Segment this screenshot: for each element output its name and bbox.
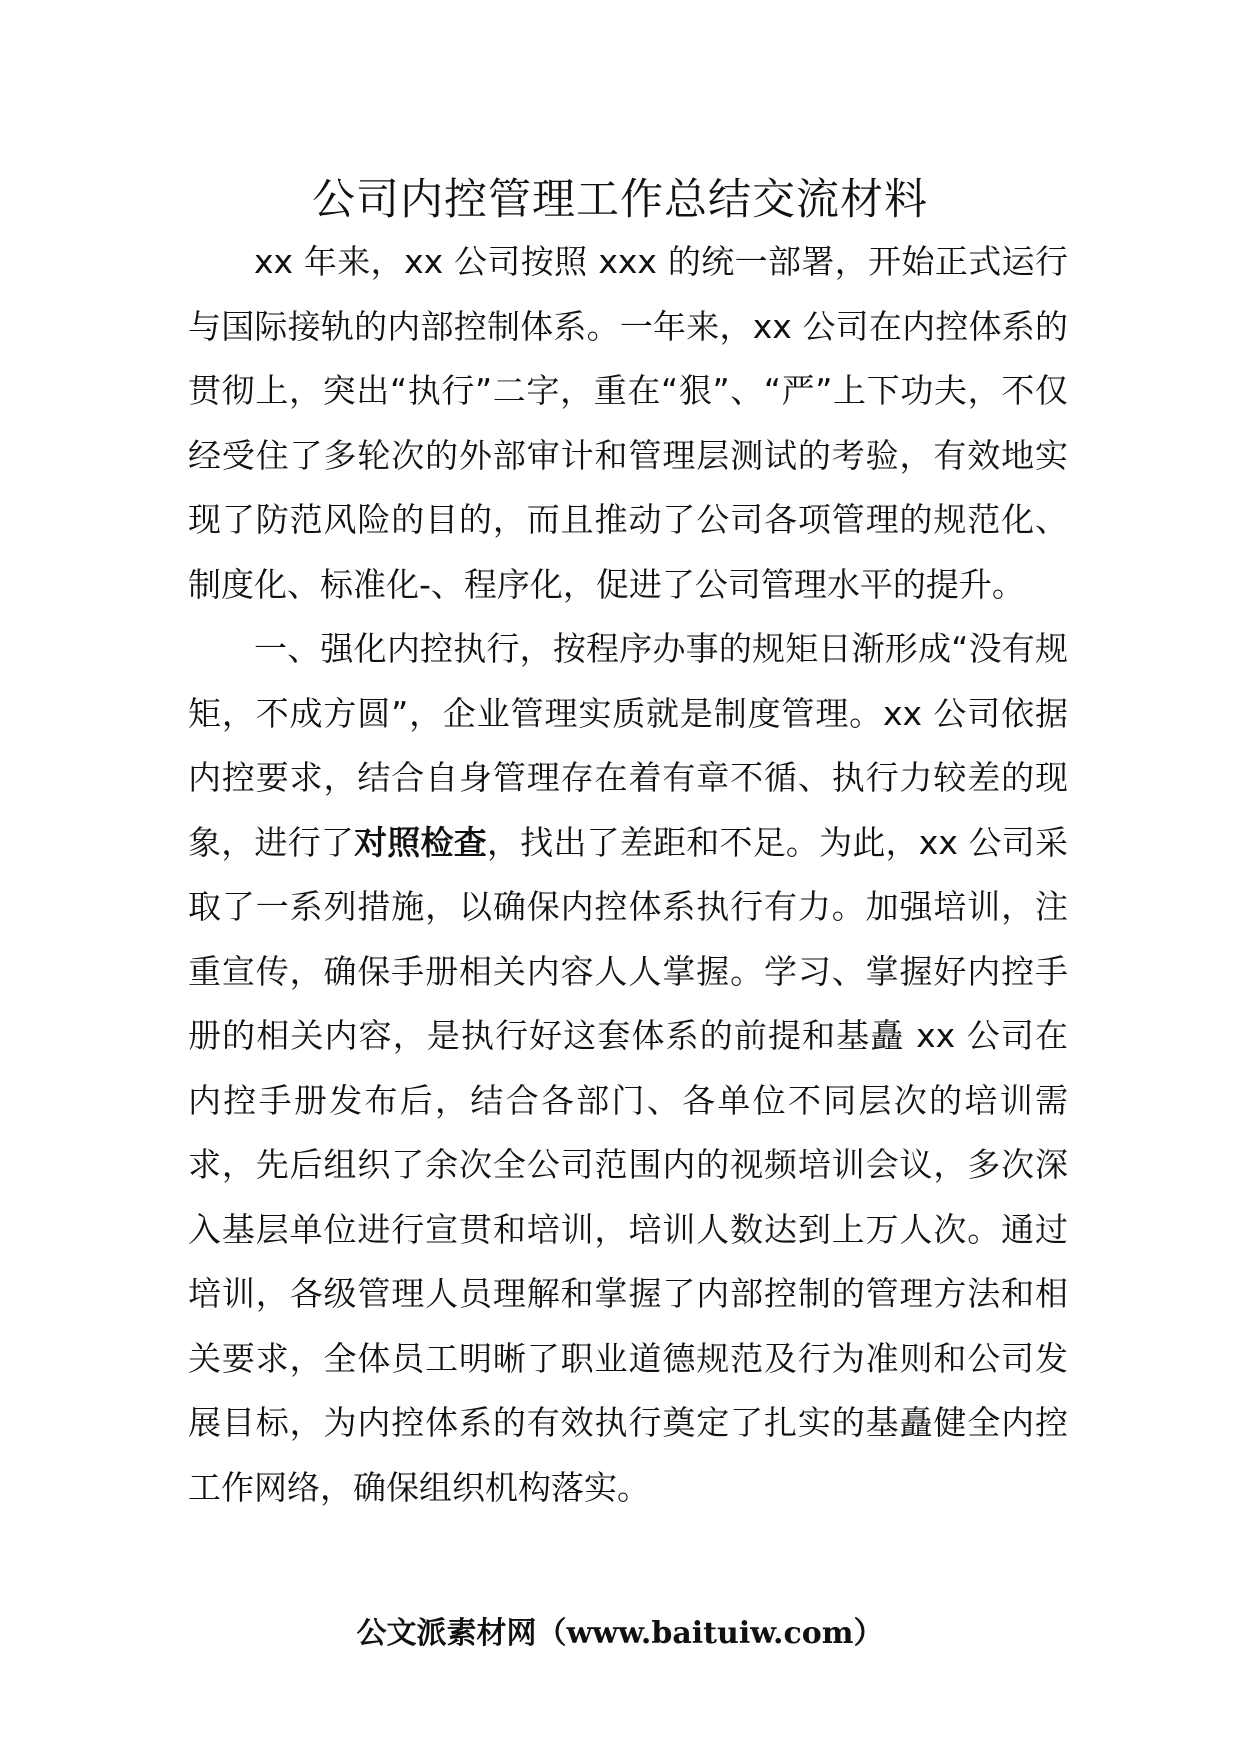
document-title: 公司内控管理工作总结交流材料 bbox=[312, 175, 928, 225]
paragraph-intro bbox=[188, 230, 1068, 617]
paragraph-text: xx 年来，xx 公司按照 xxx 的统一部署，开始正式运行与国际接轨的内部控制体系。一年来，xx 公司在内控体系的贯彻上，突出“执行”二字，重在“狠”、“严”上下功夫，不仅经受住了多轮次的外部审计和管理层测试的考验，有效地实现了防范风险的目的，而且推动了公司各项管理的规范化、制度化、标准化-、程序化，促进了公司管理水平的提升。 bbox=[188, 242, 1068, 604]
paragraph-text: ，找出了差距和不足。为此，xx 公司采取了一系列措施，以确保内控体系执行有力。加强培训，注重宣传，确保手册相关内容人人掌握。学习、掌握好内控手册的相关内容，是执行好这套体系的前提和基矗 xx 公司在内控手册发布后，结合各部门、各单位不同层次的培训需求，先后组织了余次全公司范围内的视频培训会议，多次深入基层单位进行宣贯和培训，培训人数达到上万人次。通过培训，各级管理人员理解和掌握了内部控制的管理方法和相关要求，全体员工明晰了职业道德规范及行为准则和公司发展目标，为内控体系的有效执行奠定了扎实的基矗健全内控工作网络，确保组织机构落实。 bbox=[188, 822, 1068, 1507]
footer-watermark: 公文派素材网（www.baituiw.com） bbox=[356, 1616, 884, 1651]
emphasis-text: 对照检查 bbox=[354, 822, 487, 862]
paragraph-text: 一、强化内控执行，按程序办事的规矩日渐形成“没有规矩，不成方圆”，企业管理实质就是制度管理。xx 公司依据内控要求，结合自身管理存在着有章不循、执行力较差的现象，进行了 bbox=[188, 629, 1068, 862]
paragraph-section-one bbox=[188, 617, 1068, 1520]
document-body bbox=[188, 230, 1068, 1520]
